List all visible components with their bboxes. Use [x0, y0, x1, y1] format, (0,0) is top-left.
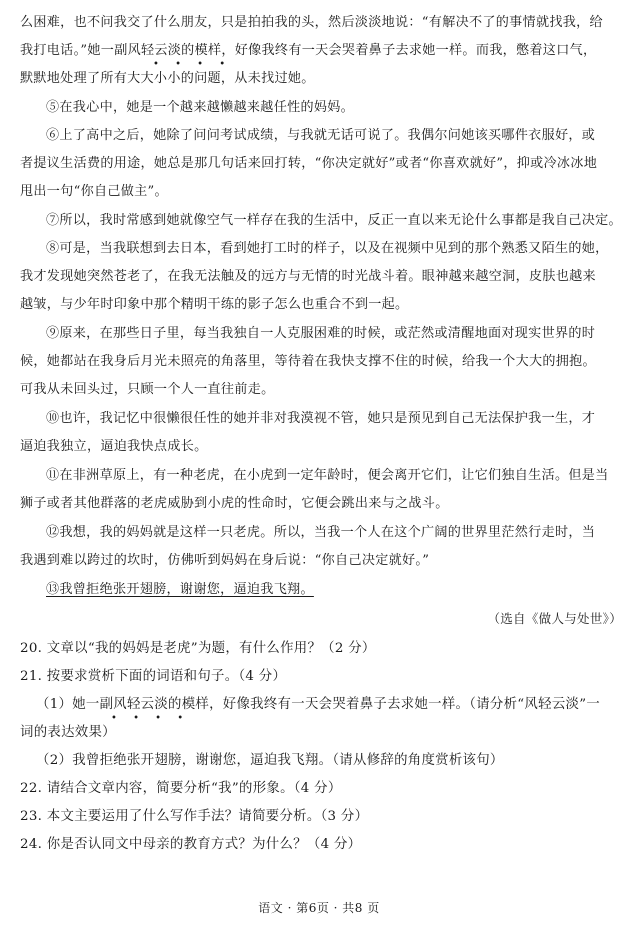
passage-line: ⑨原来，在那些日子里，每当我独自一人克服困难的时候，或茫然或清醒地面对现实世界的时: [46, 326, 596, 341]
underlined-sentence: ⑬我曾拒绝张开翅膀，谢谢您，逼迫我飞翔。: [46, 582, 314, 597]
passage-line: 越皱，与少年时印象中那个精明干练的影子怎么也重合不到一起。: [20, 297, 409, 312]
question-21-2: （2）我曾拒绝张开翅膀，谢谢您，逼迫我飞翔。（请从修辞的角度赏析该句）: [36, 753, 504, 768]
passage-line: ⑧可是，当我联想到去日本，看到她打工时的样子，以及在视频中见到的那个熟悉又陌生的她，: [46, 241, 609, 256]
passage-line: ⑪在非洲草原上，有一种老虎，在小虎到一定年龄时，便会离开它们，让它们独自生活。但是当: [46, 468, 609, 483]
passage-line: 逼迫我独立，逼迫我快点成长。: [20, 439, 208, 454]
page-footer: 语文 · 第6页 · 共8 页: [258, 901, 380, 915]
question-21-1-line: 词的表达效果）: [20, 725, 116, 740]
passage-line: 者提议生活费的用途，她总是那几句话来回打转，“你决定就好”或者“你喜欢就好”，抑或冷冰冰地: [20, 156, 598, 171]
paragraph-13: [46, 581, 626, 598]
question-20: 20. 文章以“我的妈妈是老虎”为题，有什么作用？（2 分）: [20, 641, 376, 656]
emphasis-dots: • • • •: [111, 713, 190, 724]
passage-line: 甩出一句“你自己做主”。: [20, 184, 168, 199]
passage-line: ⑥上了高中之后，她除了问问考试成绩，与我就无话可说了。我偶尔问她该买哪件衣服好，或: [46, 128, 596, 143]
passage-line: 候，她都站在我身后月光未照亮的角落里，等待着在我快支撑不住的时候，给我一个大大的拥抱。: [20, 354, 596, 369]
paragraph-5: ⑤在我心中，她是一个越来越懒越来越任性的妈妈。: [46, 100, 355, 115]
question-22: 22. 请结合文章内容，简要分析“我”的形象。（4 分）: [20, 781, 342, 796]
passage-line: ⑫我想，我的妈妈就是这样一只老虎。所以，当我一个人在这个广阔的世界里茫然行走时，当: [46, 525, 596, 540]
source-citation: （选自《做人与处世》）: [487, 611, 622, 626]
question-21-1-line: （1）她一副风轻云淡的模样，好像我终有一天会哭着鼻子去求她一样。（请分析“风轻云淡”一: [36, 697, 601, 712]
passage-line: 狮子或者其他群落的老虎威胁到小虎的性命时，它便会跳出来与之战斗。: [20, 496, 449, 511]
passage-line: 我才发现她突然苍老了，在我无法触及的远方与无情的时光战斗着。眼神越来越空洞，皮肤也越来: [20, 269, 596, 284]
passage-line: 我打电话。”她一副风轻云淡的模样，好像我终有一天会哭着鼻子去求她一样。而我，憋着这口气，: [20, 43, 597, 58]
passage-line: 么困难，也不问我交了什么朋友，只是拍拍我的头，然后淡淡地说：“有解决不了的事情就找我，给: [20, 15, 603, 30]
passage-line: 我遇到难以跨过的坎时，仿佛听到妈妈在身后说：“你自己决定就好。”: [20, 553, 430, 568]
passage-line: ⑩也许，我记忆中很懒很任性的她并非对我漠视不管，她只是预见到自己无法保护我一生，才: [46, 411, 596, 426]
passage-line: 可我从未回头过，只顾一个人一直往前走。: [20, 382, 275, 397]
question-21: 21. 按要求赏析下面的词语和句子。（4 分）: [20, 669, 287, 684]
question-24: 24. 你是否认同文中母亲的教育方式？为什么？（4 分）: [20, 837, 362, 852]
question-23: 23. 本文主要运用了什么写作手法？请简要分析。（3 分）: [20, 809, 369, 824]
passage-line: 默默地处理了所有大大小小的问题，从未找过她。: [20, 71, 315, 86]
emphasis-dots: • • • •: [153, 59, 232, 70]
paragraph-7: ⑦所以，我时常感到她就像空气一样存在我的生活中，反正一直以来无论什么事都是我自己决定。: [46, 213, 622, 228]
